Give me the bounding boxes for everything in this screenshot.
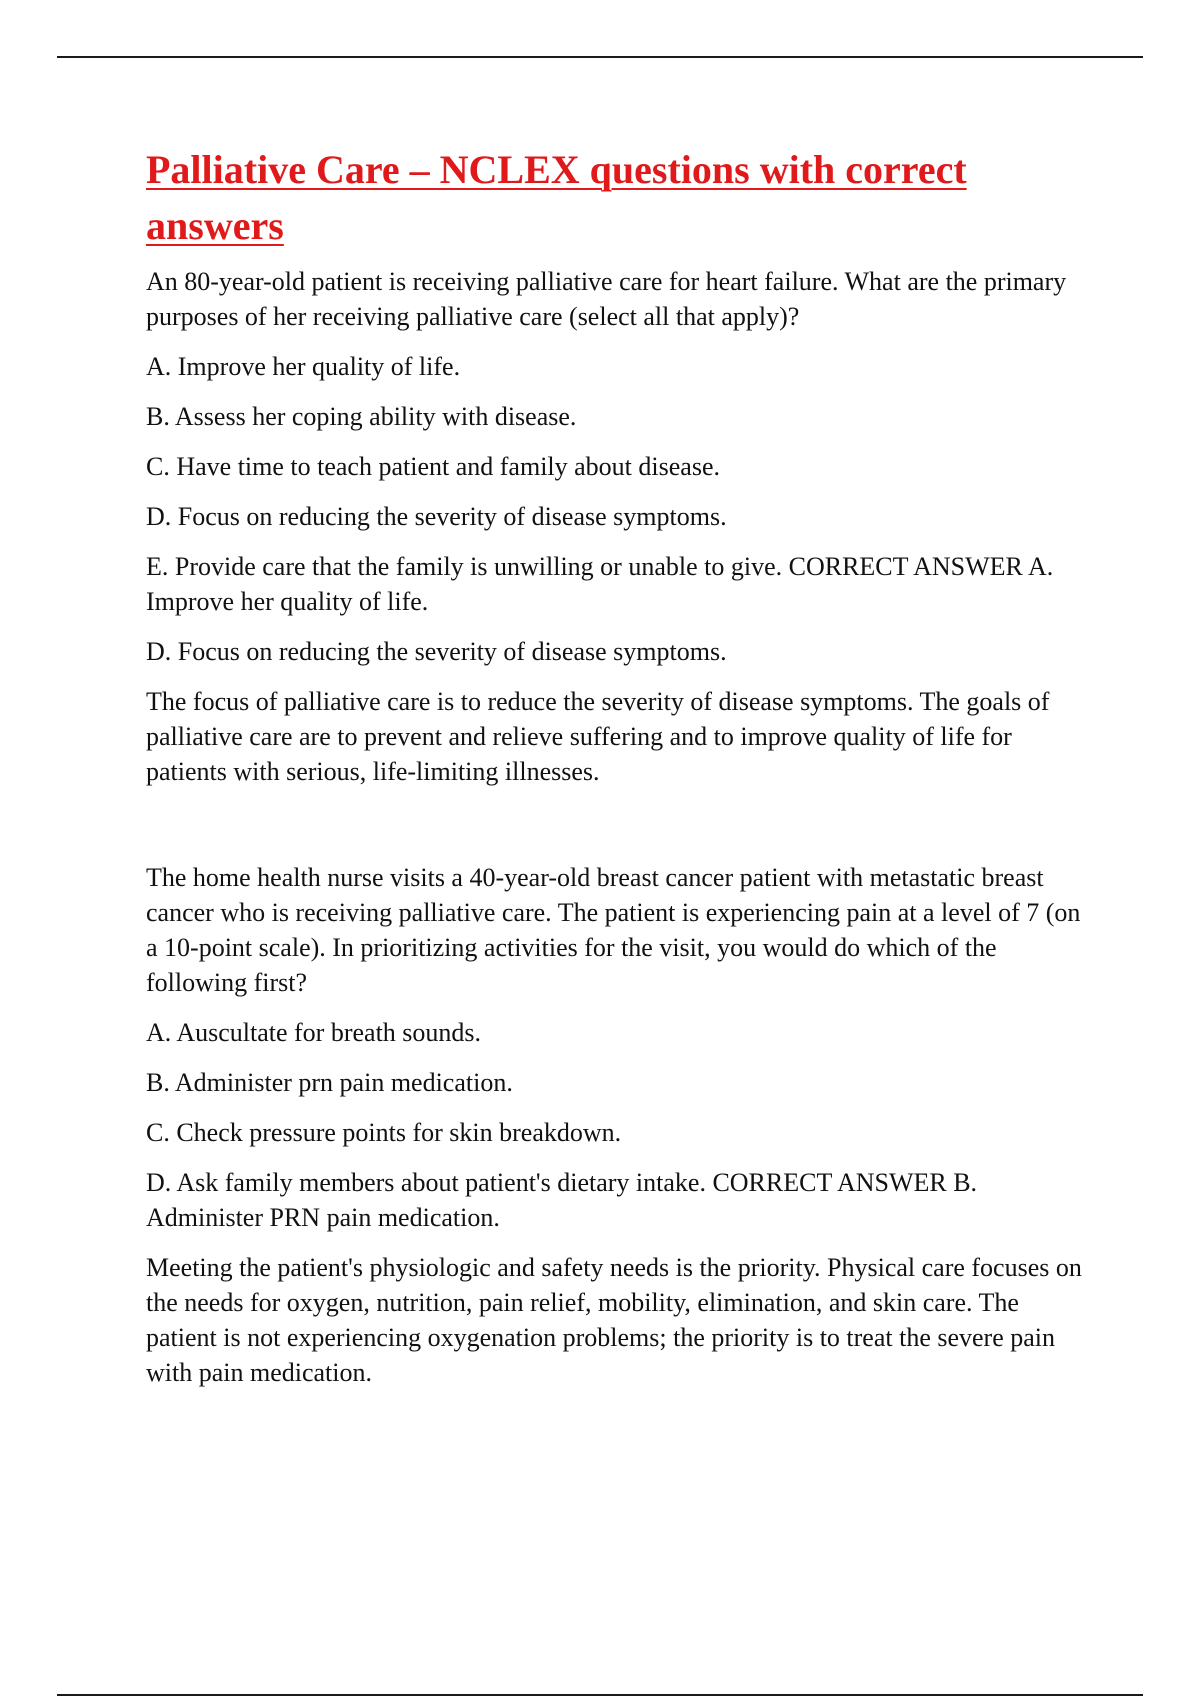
question-2-rationale: Meeting the patient's physiologic and safety needs is the priority. Physical care focuses on the needs for oxygen, nutrition, pain relief, mobility, elimination, and skin care. The patient is not experiencing oxygenation problems; the priority is to treat the severe pain with pain medication.	[146, 1253, 1082, 1387]
question-1-stem: An 80-year-old patient is receiving palliative care for heart failure. What are the primary purposes of her receiving palliative care (select all that apply)?	[146, 267, 1067, 331]
question-2-option-c: C. Check pressure points for skin breakdown.	[146, 1118, 622, 1147]
question-1-answer-d: D. Focus on reducing the severity of disease symptoms.	[146, 637, 727, 666]
question-1-option-d: D. Focus on reducing the severity of disease symptoms.	[146, 502, 727, 531]
question-2-stem: The home health nurse visits a 40-year-old breast cancer patient with metastatic breast cancer who is receiving palliative care. The patient is experiencing pain at a level of 7 (on a 10-point scale). In prioritizing activities for the visit, you would do which of the following first?	[146, 863, 1081, 997]
question-2-option-a: A. Auscultate for breath sounds.	[146, 1018, 482, 1047]
question-1-rationale: The focus of palliative care is to reduce the severity of disease symptoms. The goals of palliative care are to prevent and relieve suffering and to improve quality of life for patients with serious, life-limiting illnesses.	[146, 687, 1050, 786]
section-spacer	[146, 804, 1091, 860]
question-2-option-d-answer: D. Ask family members about patient's dietary intake. CORRECT ANSWER B. Administer PRN pain medication.	[146, 1168, 978, 1232]
question-1-option-a: A. Improve her quality of life.	[146, 352, 461, 381]
question-1-option-c: C. Have time to teach patient and family about disease.	[146, 452, 720, 481]
question-2-option-b: B. Administer prn pain medication.	[146, 1068, 513, 1097]
document-body	[146, 142, 1091, 1405]
top-rule	[57, 56, 1143, 58]
question-1	[146, 264, 1091, 789]
document-title: Palliative Care – NCLEX questions with correct answers	[146, 147, 967, 248]
question-2	[146, 860, 1091, 1390]
question-1-option-e-answer: E. Provide care that the family is unwilling or unable to give. CORRECT ANSWER A. Improve her quality of life.	[146, 552, 1054, 616]
bottom-rule	[57, 1694, 1143, 1696]
question-1-option-b: B. Assess her coping ability with disease.	[146, 402, 577, 431]
